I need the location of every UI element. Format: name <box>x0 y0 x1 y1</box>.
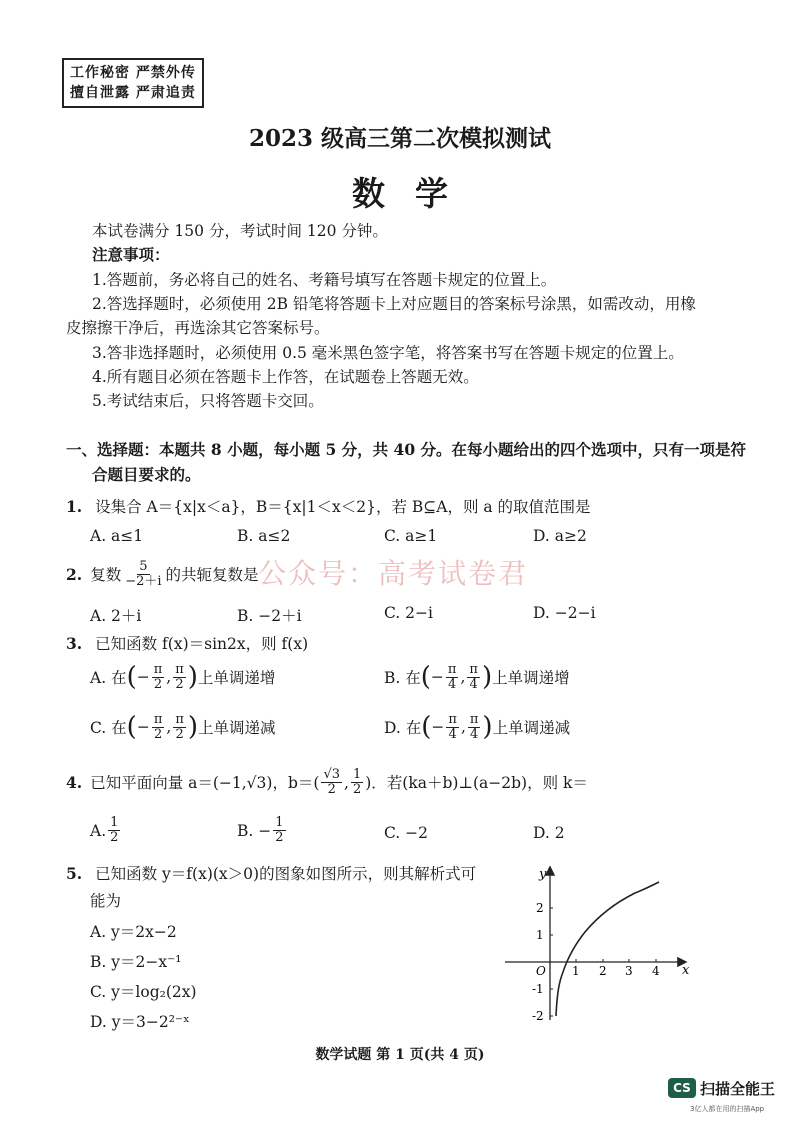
q3-c-pre: C. 在 <box>90 719 127 737</box>
q2-pre: 复数 <box>90 565 122 584</box>
notes-title: 注意事项： <box>92 245 170 264</box>
q3-option-d: D. 在 ( − $\frac{\pi}{4}$ , $\frac{\pi}{4}$ ) 上单调递减 <box>384 711 571 742</box>
q2-option-c: C. 2−i <box>384 604 433 622</box>
q5-option-d: D. y＝3−2²⁻ˣ <box>90 1013 190 1031</box>
q2-stem <box>66 560 259 589</box>
exam-title: 2023 级高三第二次模拟测试 <box>248 125 552 152</box>
x-tick-3: 3 <box>625 964 633 978</box>
q3-a-frac2: $\frac{\pi}{2}$ <box>175 661 184 692</box>
q3-a-frac1: $\frac{\pi}{2}$ <box>153 661 163 692</box>
q3-a-pre: A. 在 <box>90 669 127 687</box>
q3-option-c: C. 在 ( − $\frac{\pi}{2}$ , $\frac{\pi}{2}$ ) 上单调递减 <box>90 711 276 742</box>
stamp-line-1: 工作秘密 严禁外传 <box>70 65 196 81</box>
x-tick-4: 4 <box>652 964 660 978</box>
note-5: 5.考试结束后，只将答题卡交回。 <box>92 392 324 410</box>
note-1: 1.答题前，务必将自己的姓名、考籍号填写在答题卡规定的位置上。 <box>92 271 557 289</box>
q5-stem <box>66 862 476 886</box>
q3-a-post: 上单调递增 <box>197 669 276 687</box>
q2-option-b: B. −2＋i <box>237 607 302 625</box>
q2-number: 2. <box>66 564 83 584</box>
x-tick-1: 1 <box>572 964 580 978</box>
y-tick-1: 1 <box>536 928 544 942</box>
q3-c-post: 上单调递减 <box>198 719 276 737</box>
q5-number: 5. <box>66 864 83 883</box>
q2-post: 的共轭复数是 <box>165 565 259 584</box>
note-3: 3.答非选择题时，必须使用 0.5 毫米黑色签字笔，将答案书写在答题卡规定的位置上。 <box>92 344 684 362</box>
q2-fraction-den: −2＋i <box>125 574 162 589</box>
q3-number: 3. <box>66 634 83 653</box>
q4-text-2: )．若(ka＋b)⊥(a−2b)，则 k＝ <box>365 773 588 792</box>
q3-b-frac1: $\frac{\pi}{4}$ <box>447 661 457 692</box>
note-2a: 2.答选择题时，必须使用 2B 铅笔将答题卡上对应题目的答案标号涂黑，如需改动，用橡 <box>92 295 696 313</box>
note-2b: 皮擦擦干净后，再选涂其它答案标号。 <box>66 319 330 337</box>
watermark: 公众号：高考试卷君 <box>258 557 529 590</box>
q3-stem <box>66 632 308 656</box>
q4-frac-2: $\frac{1}{2}$ <box>352 767 362 797</box>
stamp-line-2: 擅自泄露 严肃追责 <box>70 85 196 101</box>
y-tick-2: 2 <box>536 901 544 915</box>
q3-d-frac1: $\frac{\pi}{4}$ <box>448 711 457 742</box>
q3-d-frac2: $\frac{\pi}{4}$ <box>469 711 479 742</box>
q4-number: 4. <box>66 772 83 792</box>
q1-option-d: D. a≥2 <box>533 527 587 545</box>
section1-heading: 一、选择题：本题共 8 小题，每小题 5 分，共 40 分。在每小题给出的四个选项中，只有一项是符 <box>66 440 747 459</box>
q1-number: 1. <box>66 497 83 516</box>
q3-c-frac2: $\frac{\pi}{2}$ <box>175 711 184 742</box>
q4-option-a: A. $\frac{1}{2}$ <box>90 815 119 845</box>
q4-option-b: B. − $\frac{1}{2}$ <box>237 815 284 845</box>
q4-stem: 4. 已知平面向量 a＝(−1,√3)，b＝( $\frac{√3}{2}$ , $\frac{1}{2}$ )．若(ka＋b)⊥(a−2b)，则 k＝ <box>66 767 588 797</box>
q3-option-a: A. 在 ( − $\frac{\pi}{2}$ , $\frac{\pi}{2}$ ) 上单调递增 <box>90 661 276 692</box>
scanner-tagline: 3亿人都在用的扫描App <box>690 1105 765 1113</box>
q2-fraction <box>123 560 163 589</box>
q1-text: 设集合 A＝{x|x＜a}，B＝{x|1＜x＜2}，若 B⊆A，则 a 的取值范围是 <box>95 498 591 516</box>
origin-label: O <box>536 964 546 978</box>
function-curve <box>556 882 659 1016</box>
q3-option-b: B. 在 ( − $\frac{\pi}{4}$ , $\frac{\pi}{4}$ ) 上单调递增 <box>384 661 570 692</box>
q4-frac-1: $\frac{√3}{2}$ <box>323 767 340 797</box>
q1-option-c: C. a≥1 <box>384 527 438 545</box>
page-footer: 数学试题 第 1 页(共 4 页) <box>315 1047 485 1063</box>
y-axis-label: y <box>539 867 547 882</box>
cs-logo-icon: CS <box>668 1078 696 1098</box>
q5-text-1: 已知函数 y＝f(x)(x＞0)的图象如图所示，则其解析式可 <box>95 865 477 883</box>
q3-text: 已知函数 f(x)＝sin2x，则 f(x) <box>95 635 309 653</box>
q4-option-d: D. 2 <box>533 824 565 842</box>
q3-b-post: 上单调递增 <box>492 669 570 687</box>
x-tick-2: 2 <box>599 964 607 978</box>
q3-b-pre: B. 在 <box>384 669 421 687</box>
function-graph <box>505 862 695 1032</box>
q5-option-c: C. y＝log₂(2x) <box>90 983 197 1001</box>
q1-option-b: B. a≤2 <box>237 527 291 545</box>
x-axis-label: x <box>682 963 690 978</box>
q2-option-a: A. 2＋i <box>90 607 142 625</box>
q3-b-frac2: $\frac{\pi}{4}$ <box>469 661 478 692</box>
y-tick-neg2: -2 <box>532 1009 544 1023</box>
score-time: 本试卷满分 150 分，考试时间 120 分钟。 <box>92 222 388 240</box>
scanner-badge <box>668 1078 776 1113</box>
q5-text-2: 能为 <box>90 892 122 910</box>
q5-option-b: B. y＝2−x⁻¹ <box>90 953 182 971</box>
q1-stem <box>66 495 591 519</box>
scanner-name: 扫描全能王 <box>700 1080 776 1098</box>
subject-title: 数学 <box>352 174 478 213</box>
q2-option-d: D. −2−i <box>533 604 596 622</box>
confidential-stamp <box>62 58 204 108</box>
q5-option-a: A. y＝2x−2 <box>90 923 177 941</box>
q4-text-1: 已知平面向量 a＝(−1,√3)，b＝( <box>90 773 320 792</box>
note-4: 4.所有题目必须在答题卡上作答，在试题卷上答题无效。 <box>92 368 479 386</box>
q4-option-c: C. −2 <box>384 824 429 842</box>
y-tick-neg1: -1 <box>532 982 544 996</box>
q3-d-post: 上单调递减 <box>492 719 571 737</box>
q1-option-a: A. a≤1 <box>90 527 144 545</box>
q3-c-frac1: $\frac{\pi}{2}$ <box>153 711 163 742</box>
q3-d-pre: D. 在 <box>384 719 422 737</box>
section1-heading-2: 合题目要求的。 <box>92 465 201 484</box>
q2-fraction-num: 5 <box>139 559 148 574</box>
